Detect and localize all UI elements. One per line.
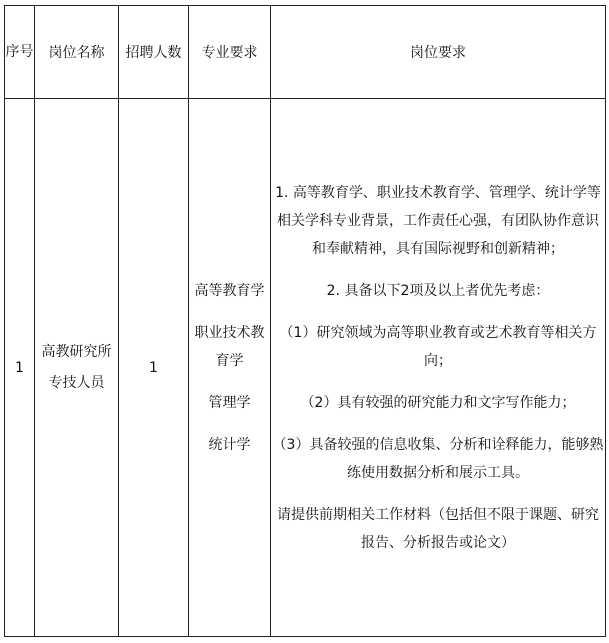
header-row [5, 6, 606, 99]
requirement-item: 请提供前期相关工作材料（包括但不限于课题、研究报告、分析报告或论文） [277, 506, 599, 551]
major-item: 高等教育学 [194, 282, 265, 299]
row-count: 1 [119, 99, 189, 637]
row-position: 高教研究所专技人员 [35, 99, 119, 637]
header-position: 岗位名称 [35, 6, 119, 99]
major-item: 职业技术教育学 [194, 324, 265, 369]
table-row [5, 99, 606, 637]
requirement-item: （1）研究领域为高等职业教育或艺术教育等相关方向； [279, 324, 597, 369]
requirement-item: 2. 具备以下2项及以上者优先考虑： [326, 282, 550, 299]
header-requirements: 岗位要求 [271, 6, 606, 99]
major-item: 管理学 [208, 394, 251, 411]
row-majors [189, 99, 271, 637]
row-requirements [271, 99, 606, 637]
row-index: 1 [5, 99, 35, 637]
header-major: 专业要求 [189, 6, 271, 99]
major-item: 统计学 [208, 436, 251, 453]
requirement-item: （3）具备较强的信息收集、分析和诠释能力，能够熟练使用数据分析和展示工具。 [272, 436, 604, 481]
header-count: 招聘人数 [119, 6, 189, 99]
header-index: 序号 [5, 6, 35, 99]
recruitment-table [4, 5, 606, 637]
requirement-item: 1. 高等教育学、职业技术教育学、管理学、统计学等相关学科专业背景，工作责任心强，有团队协作意识和奉献精神，具有国际视野和创新精神； [275, 184, 601, 257]
requirement-item: （2）具有较强的研究能力和文字写作能力； [300, 394, 576, 411]
